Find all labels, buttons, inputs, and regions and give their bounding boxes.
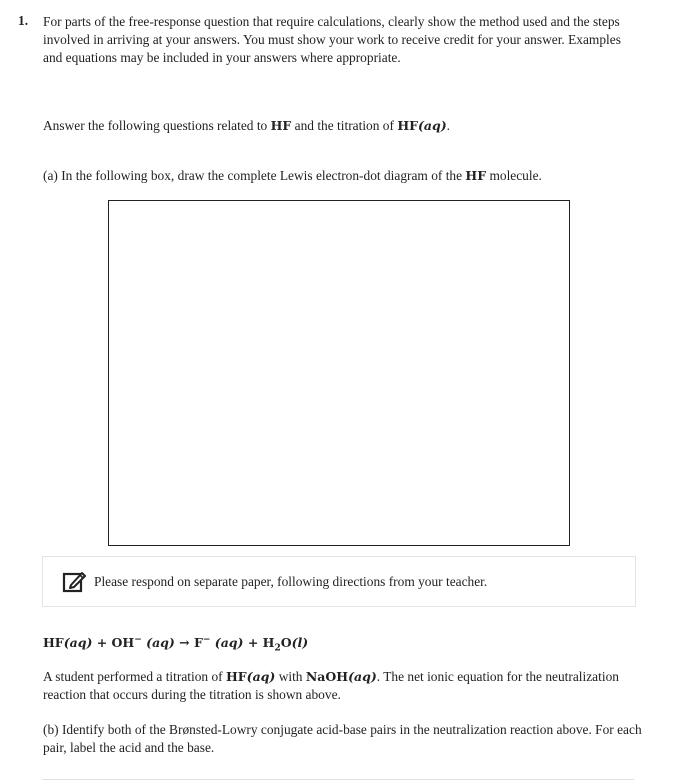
respond-notice	[42, 556, 636, 607]
part-b-prompt: (b) Identify both of the Brønsted-Lowry conjugate acid-base pairs in the neutralization reaction above. For each pair, label the acid and the base.	[43, 722, 642, 755]
part-a-prompt: (a) In the following box, draw the complete Lewis electron-dot diagram of the HF molecule.	[43, 168, 542, 183]
net-ionic-equation: HF(aq) + OH− (aq) → F− $(aq) + H_2O(l)$	[43, 635, 309, 654]
lewis-drawing-box[interactable]	[108, 200, 570, 546]
question-prompt: Answer the following questions related to HF and the titration of HF(aq).	[43, 118, 451, 133]
question-number: 1.	[18, 13, 29, 28]
divider	[42, 779, 634, 780]
instructions: For parts of the free-response question that require calculations, clearly show the method used and the steps involved in arriving at your answers. You must show your work to receive credit for your answer. Examples and equations may be included in your answers where appropriate.	[43, 14, 621, 65]
student-description: A student performed a titration of HF(aq) with NaOH(aq). The net ionic equation for the neutralization reaction that occurs during the titration is shown above.	[43, 669, 619, 702]
pencil-square-icon	[62, 570, 86, 594]
respond-text: Please respond on separate paper, following directions from your teacher.	[94, 574, 488, 589]
